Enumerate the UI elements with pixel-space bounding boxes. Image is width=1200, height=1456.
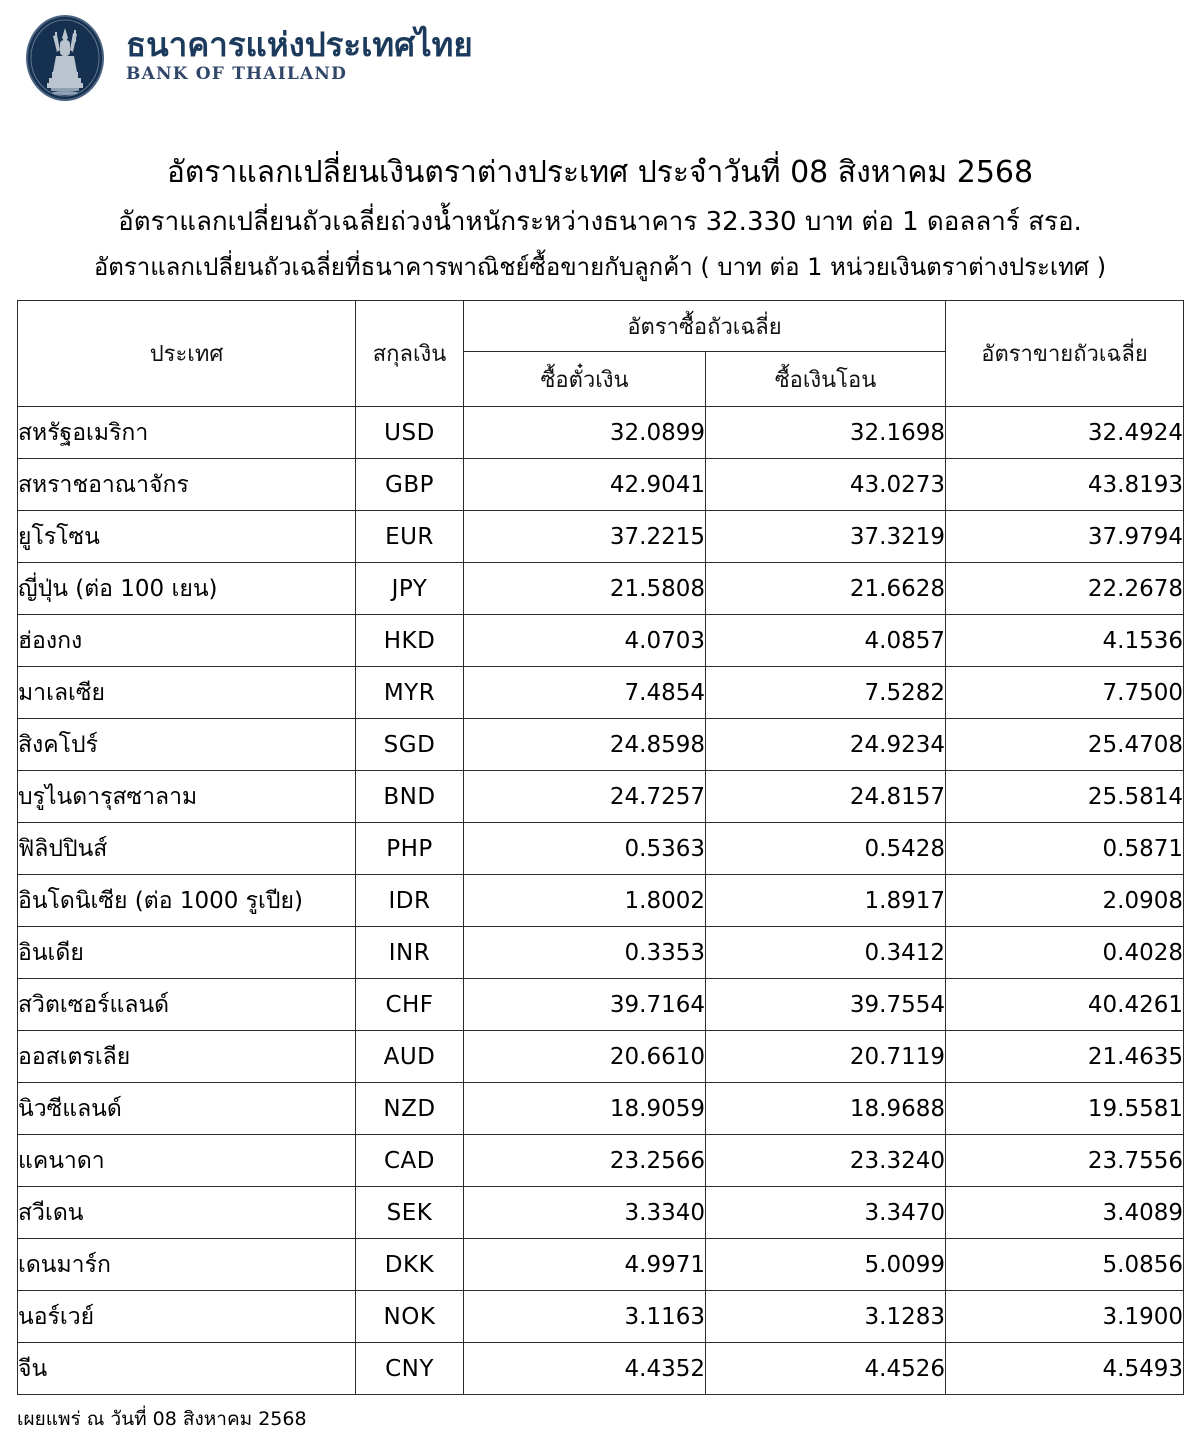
table-row xyxy=(18,1083,1184,1135)
table-body xyxy=(18,407,1184,1395)
table-row xyxy=(18,1135,1184,1187)
cell-buying-transfer: 20.7119 xyxy=(706,1031,946,1083)
cell-currency: IDR xyxy=(356,875,464,927)
cell-country: สหรัฐอเมริกา xyxy=(18,407,356,459)
cell-country: ฟิลิปปินส์ xyxy=(18,823,356,875)
cell-country: ออสเตรเลีย xyxy=(18,1031,356,1083)
cell-buying-sight-bill: 37.2215 xyxy=(464,511,706,563)
cell-selling-rate: 43.8193 xyxy=(946,459,1184,511)
cell-buying-transfer: 5.0099 xyxy=(706,1239,946,1291)
brand-wordmark xyxy=(126,24,473,90)
exchange-rate-table xyxy=(17,300,1184,1395)
brand-name-thai: ธนาคารแห่งประเทศไทย xyxy=(126,24,473,64)
table-row xyxy=(18,1343,1184,1395)
cell-country: สิงคโปร์ xyxy=(18,719,356,771)
cell-buying-transfer: 3.1283 xyxy=(706,1291,946,1343)
cell-selling-rate: 21.4635 xyxy=(946,1031,1184,1083)
page-header xyxy=(0,0,1200,106)
cell-buying-sight-bill: 42.9041 xyxy=(464,459,706,511)
cell-currency: MYR xyxy=(356,667,464,719)
cell-buying-sight-bill: 4.9971 xyxy=(464,1239,706,1291)
cell-country: อินเดีย xyxy=(18,927,356,979)
column-header-buying-rate-group: อัตราซื้อถัวเฉลี่ย xyxy=(464,301,946,352)
cell-currency: NOK xyxy=(356,1291,464,1343)
table-row xyxy=(18,407,1184,459)
cell-buying-sight-bill: 39.7164 xyxy=(464,979,706,1031)
cell-currency: USD xyxy=(356,407,464,459)
cell-buying-transfer: 0.3412 xyxy=(706,927,946,979)
cell-buying-sight-bill: 24.8598 xyxy=(464,719,706,771)
cell-buying-transfer: 0.5428 xyxy=(706,823,946,875)
cell-buying-transfer: 39.7554 xyxy=(706,979,946,1031)
page-titles xyxy=(0,154,1200,282)
cell-selling-rate: 2.0908 xyxy=(946,875,1184,927)
cell-buying-transfer: 23.3240 xyxy=(706,1135,946,1187)
cell-currency: CNY xyxy=(356,1343,464,1395)
page-subtitle-commercial-rate: อัตราแลกเปลี่ยนถัวเฉลี่ยที่ธนาคารพาณิชย์ซื้อขายกับลูกค้า ( บาท ต่อ 1 หน่วยเงินตราต่างประเทศ ) xyxy=(93,253,1107,281)
cell-country: นอร์เวย์ xyxy=(18,1291,356,1343)
cell-selling-rate: 4.5493 xyxy=(946,1343,1184,1395)
cell-buying-transfer: 4.0857 xyxy=(706,615,946,667)
cell-country: สหราชอาณาจักร xyxy=(18,459,356,511)
cell-currency: NZD xyxy=(356,1083,464,1135)
cell-currency: HKD xyxy=(356,615,464,667)
cell-buying-transfer: 43.0273 xyxy=(706,459,946,511)
cell-selling-rate: 32.4924 xyxy=(946,407,1184,459)
cell-country: สวีเดน xyxy=(18,1187,356,1239)
cell-selling-rate: 5.0856 xyxy=(946,1239,1184,1291)
table-row xyxy=(18,771,1184,823)
bank-of-thailand-seal-icon xyxy=(22,12,108,104)
cell-buying-transfer: 21.6628 xyxy=(706,563,946,615)
table-row xyxy=(18,823,1184,875)
table-row xyxy=(18,459,1184,511)
cell-currency: CAD xyxy=(356,1135,464,1187)
cell-country: เดนมาร์ก xyxy=(18,1239,356,1291)
cell-selling-rate: 22.2678 xyxy=(946,563,1184,615)
cell-currency: CHF xyxy=(356,979,464,1031)
cell-buying-transfer: 4.4526 xyxy=(706,1343,946,1395)
cell-buying-sight-bill: 3.1163 xyxy=(464,1291,706,1343)
cell-buying-transfer: 24.9234 xyxy=(706,719,946,771)
cell-country: สวิตเซอร์แลนด์ xyxy=(18,979,356,1031)
cell-buying-sight-bill: 0.5363 xyxy=(464,823,706,875)
cell-country: ฮ่องกง xyxy=(18,615,356,667)
table-row xyxy=(18,875,1184,927)
cell-country: ยูโรโซน xyxy=(18,511,356,563)
cell-selling-rate: 19.5581 xyxy=(946,1083,1184,1135)
page-title: อัตราแลกเปลี่ยนเงินตราต่างประเทศ ประจำวันที่ 08 สิงหาคม 2568 xyxy=(166,155,1034,190)
cell-selling-rate: 37.9794 xyxy=(946,511,1184,563)
cell-buying-sight-bill: 1.8002 xyxy=(464,875,706,927)
table-row xyxy=(18,1031,1184,1083)
brand-name-english: BANK OF THAILAND xyxy=(126,64,348,85)
cell-country: มาเลเซีย xyxy=(18,667,356,719)
cell-selling-rate: 7.7500 xyxy=(946,667,1184,719)
cell-country: อินโดนิเซีย (ต่อ 1000 รูเปีย) xyxy=(18,875,356,927)
table-row xyxy=(18,1239,1184,1291)
cell-selling-rate: 40.4261 xyxy=(946,979,1184,1031)
cell-buying-transfer: 1.8917 xyxy=(706,875,946,927)
cell-buying-transfer: 18.9688 xyxy=(706,1083,946,1135)
cell-currency: AUD xyxy=(356,1031,464,1083)
cell-buying-transfer: 32.1698 xyxy=(706,407,946,459)
cell-buying-sight-bill: 18.9059 xyxy=(464,1083,706,1135)
table-row xyxy=(18,511,1184,563)
published-date-note: เผยแพร่ ณ วันที่ 08 สิงหาคม 2568 xyxy=(17,1408,307,1430)
cell-currency: INR xyxy=(356,927,464,979)
cell-buying-transfer: 7.5282 xyxy=(706,667,946,719)
table-row xyxy=(18,719,1184,771)
cell-buying-sight-bill: 32.0899 xyxy=(464,407,706,459)
cell-currency: SGD xyxy=(356,719,464,771)
cell-currency: BND xyxy=(356,771,464,823)
cell-buying-sight-bill: 21.5808 xyxy=(464,563,706,615)
cell-currency: GBP xyxy=(356,459,464,511)
cell-country: บรูไนดารุสซาลาม xyxy=(18,771,356,823)
cell-selling-rate: 23.7556 xyxy=(946,1135,1184,1187)
cell-selling-rate: 4.1536 xyxy=(946,615,1184,667)
cell-buying-sight-bill: 0.3353 xyxy=(464,927,706,979)
cell-selling-rate: 25.5814 xyxy=(946,771,1184,823)
cell-selling-rate: 3.4089 xyxy=(946,1187,1184,1239)
cell-selling-rate: 3.1900 xyxy=(946,1291,1184,1343)
cell-buying-sight-bill: 3.3340 xyxy=(464,1187,706,1239)
table-row xyxy=(18,667,1184,719)
cell-selling-rate: 25.4708 xyxy=(946,719,1184,771)
cell-buying-sight-bill: 7.4854 xyxy=(464,667,706,719)
cell-currency: SEK xyxy=(356,1187,464,1239)
table-row xyxy=(18,615,1184,667)
column-header-buying-transfer: ซื้อเงินโอน xyxy=(706,352,946,407)
cell-country: แคนาดา xyxy=(18,1135,356,1187)
cell-currency: JPY xyxy=(356,563,464,615)
cell-currency: PHP xyxy=(356,823,464,875)
cell-country: ญี่ปุ่น (ต่อ 100 เยน) xyxy=(18,563,356,615)
cell-selling-rate: 0.5871 xyxy=(946,823,1184,875)
cell-buying-sight-bill: 4.4352 xyxy=(464,1343,706,1395)
table-header xyxy=(18,301,1184,407)
cell-buying-sight-bill: 23.2566 xyxy=(464,1135,706,1187)
page-subtitle-interbank-rate: อัตราแลกเปลี่ยนถัวเฉลี่ยถ่วงน้ำหนักระหว่างธนาคาร 32.330 บาท ต่อ 1 ดอลลาร์ สรอ. xyxy=(118,206,1082,237)
cell-country: นิวซีแลนด์ xyxy=(18,1083,356,1135)
cell-buying-sight-bill: 24.7257 xyxy=(464,771,706,823)
cell-buying-transfer: 37.3219 xyxy=(706,511,946,563)
exchange-rate-table-wrapper xyxy=(17,300,1183,1395)
cell-buying-sight-bill: 4.0703 xyxy=(464,615,706,667)
table-row xyxy=(18,1187,1184,1239)
table-row xyxy=(18,1291,1184,1343)
column-header-buying-sight-bill: ซื้อตั๋วเงิน xyxy=(464,352,706,407)
table-row xyxy=(18,927,1184,979)
column-header-selling-rate: อัตราขายถัวเฉลี่ย xyxy=(946,301,1184,407)
table-row xyxy=(18,563,1184,615)
column-header-currency: สกุลเงิน xyxy=(356,301,464,407)
cell-country: จีน xyxy=(18,1343,356,1395)
table-row xyxy=(18,979,1184,1031)
cell-selling-rate: 0.4028 xyxy=(946,927,1184,979)
cell-buying-transfer: 24.8157 xyxy=(706,771,946,823)
cell-buying-sight-bill: 20.6610 xyxy=(464,1031,706,1083)
column-header-country: ประเทศ xyxy=(18,301,356,407)
cell-buying-transfer: 3.3470 xyxy=(706,1187,946,1239)
cell-currency: EUR xyxy=(356,511,464,563)
cell-currency: DKK xyxy=(356,1239,464,1291)
